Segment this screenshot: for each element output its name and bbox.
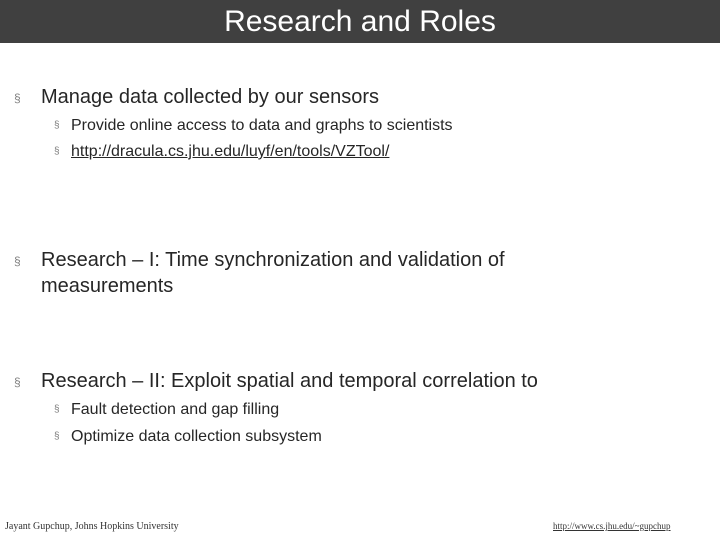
bullet-marker-icon: § bbox=[14, 375, 21, 389]
bullet-marker-icon: § bbox=[54, 120, 60, 131]
bullet-research-1 bbox=[14, 247, 571, 299]
bullet-marker-icon: § bbox=[54, 431, 60, 442]
sub-bullet-online-access bbox=[54, 112, 671, 139]
bullet-text: Research – II: Exploit spatial and temporal correlation to bbox=[41, 370, 538, 392]
footer-homepage-link[interactable]: http://www.cs.jhu.edu/~gupchup bbox=[553, 521, 671, 531]
sub-bullet-vztool-link[interactable] bbox=[54, 138, 671, 165]
sub-bullet-fault-detection bbox=[54, 396, 671, 423]
bullet-marker-icon: § bbox=[54, 146, 60, 157]
sub-bullet-text: Provide online access to data and graphs to scientists bbox=[71, 117, 453, 134]
slide-title: Research and Roles bbox=[224, 5, 496, 38]
bullet-marker-icon: § bbox=[14, 254, 21, 268]
bullet-text: Manage data collected by our sensors bbox=[41, 86, 379, 108]
bullet-marker-icon: § bbox=[54, 404, 60, 415]
sub-bullet-text: Optimize data collection subsystem bbox=[71, 428, 322, 445]
bullet-manage-data bbox=[14, 84, 631, 111]
footer-author: Jayant Gupchup, Johns Hopkins University bbox=[5, 521, 179, 532]
vztool-link[interactable]: http://dracula.cs.jhu.edu/luyf/en/tools/VZTool/ bbox=[71, 143, 390, 160]
sub-bullet-optimize bbox=[54, 423, 671, 450]
bullet-research-2 bbox=[14, 368, 631, 395]
bullet-marker-icon: § bbox=[14, 91, 21, 105]
title-bar bbox=[0, 0, 720, 43]
bullet-text: Research – I: Time synchronization and validation of measurements bbox=[41, 249, 505, 297]
sub-bullet-text: Fault detection and gap filling bbox=[71, 401, 280, 418]
